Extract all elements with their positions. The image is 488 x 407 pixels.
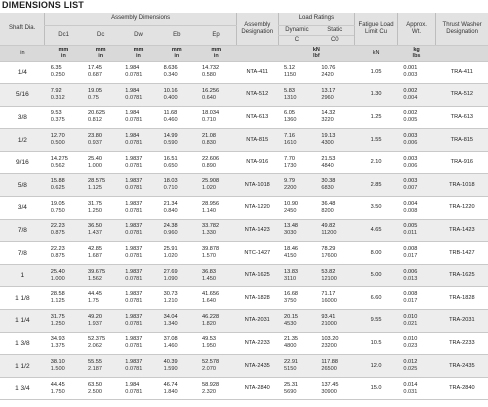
cell-dw: 1.9837 0.0781 [119,332,157,355]
header-dc: Dc [82,25,119,45]
unit-fatigue: kN [355,45,398,61]
cell-eb: 30.73 1.210 [158,287,196,310]
cell-washer: TRA-815 [436,129,488,152]
cell-c0: 49.82 11200 [315,219,354,242]
cell-ep: 46.228 1.820 [196,310,237,333]
cell-shaft: 7/8 [0,242,45,265]
cell-dc1: 34.93 1.375 [45,332,82,355]
header-fatigue-load-limit: Fatigue Load Limit Cu [355,13,398,45]
cell-washer: TRA-1423 [436,219,488,242]
cell-ep: 25.908 1.020 [196,174,237,197]
cell-shaft: 1 1/4 [0,310,45,333]
unit-dw: mm in [119,45,157,61]
cell-shaft: 3/8 [0,106,45,129]
table-row [0,151,488,174]
cell-c0: 78.29 17600 [315,242,354,265]
unit-wt: kg lbs [397,45,435,61]
cell-ep: 22.606 0.890 [196,151,237,174]
cell-washer: TRA-2435 [436,355,488,378]
cell-fatigue: 9.55 [355,310,398,333]
cell-c: 22.91 5150 [278,355,315,378]
cell-fatigue: 1.30 [355,84,398,107]
cell-c0: 10.76 2420 [315,61,354,84]
cell-shaft: 1/2 [0,129,45,152]
cell-shaft: 5/16 [0,84,45,107]
cell-ep: 33.782 1.330 [196,219,237,242]
cell-assembly: NTA-1828 [237,287,279,310]
cell-shaft: 1/4 [0,61,45,84]
cell-c0: 19.13 4300 [315,129,354,152]
cell-c: 5.12 1150 [278,61,315,84]
cell-shaft: 5/8 [0,174,45,197]
cell-c0: 21.53 4840 [315,151,354,174]
table-row [0,377,488,400]
page-title: DIMENSIONS LIST [2,0,85,10]
unit-shaft: in [0,45,45,61]
cell-washer: TRA-2031 [436,310,488,333]
cell-dc: 49.20 1.937 [82,310,119,333]
cell-washer: TRA-2233 [436,332,488,355]
cell-dc: 39.675 1.562 [82,264,119,287]
cell-dc1: 19.05 0.750 [45,197,82,220]
cell-assembly: NTA-1220 [237,197,279,220]
cell-c: 7.16 1610 [278,129,315,152]
cell-washer: TRA-2840 [436,377,488,400]
cell-ep: 16.256 0.640 [196,84,237,107]
cell-washer: TRA-1625 [436,264,488,287]
cell-wt: 0.002 0.005 [397,106,435,129]
cell-dc: 52.375 2.062 [82,332,119,355]
unit-load: kN lbf [278,45,355,61]
cell-c: 21.35 4800 [278,332,315,355]
cell-assembly: NTA-2031 [237,310,279,333]
cell-dc1: 25.40 1.000 [45,264,82,287]
table-row [0,242,488,265]
cell-dc1: 31.75 1.250 [45,310,82,333]
cell-c0: 36.48 8200 [315,197,354,220]
cell-eb: 21.34 0.840 [158,197,196,220]
table-row [0,84,488,107]
header-c0: C0 [315,35,354,45]
cell-dc: 63.50 2.500 [82,377,119,400]
cell-eb: 37.08 1.460 [158,332,196,355]
cell-wt: 0.006 0.013 [397,264,435,287]
cell-dc1: 15.88 0.625 [45,174,82,197]
cell-dw: 1.9837 0.0781 [119,151,157,174]
header-dc1: Dc1 [45,25,82,45]
cell-wt: 0.002 0.004 [397,84,435,107]
cell-assembly: NTA-1625 [237,264,279,287]
cell-dc1: 22.23 0.875 [45,242,82,265]
cell-wt: 0.010 0.023 [397,332,435,355]
cell-dc1: 28.58 1.125 [45,287,82,310]
cell-fatigue: 2.10 [355,151,398,174]
cell-ep: 36.83 1.450 [196,264,237,287]
header-thrust-washer-designation: Thrust Washer Designation [436,13,488,45]
header-shaft-dia: Shaft Dia. [0,13,45,45]
cell-fatigue: 10.5 [355,332,398,355]
cell-fatigue: 15.0 [355,377,398,400]
cell-wt: 0.003 0.006 [397,129,435,152]
cell-dw: 1.9837 0.0781 [119,174,157,197]
cell-dc: 31.75 1.250 [82,197,119,220]
cell-assembly: NTA-1018 [237,174,279,197]
cell-wt: 0.003 0.006 [397,151,435,174]
unit-ep: mm in [196,45,237,61]
table-row [0,61,488,84]
cell-c0: 14.32 3220 [315,106,354,129]
cell-dc1: 44.45 1.750 [45,377,82,400]
dimensions-table [0,13,488,400]
cell-c0: 53.82 12100 [315,264,354,287]
cell-dc1: 6.35 0.250 [45,61,82,84]
unit-washer [436,45,488,61]
unit-dc: mm in [82,45,119,61]
cell-ep: 28.956 1.140 [196,197,237,220]
header-dw: Dw [119,25,157,45]
cell-fatigue: 1.55 [355,129,398,152]
cell-assembly: NTA-815 [237,129,279,152]
cell-ep: 14.732 0.580 [196,61,237,84]
cell-dc1: 7.92 0.312 [45,84,82,107]
cell-assembly: NTA-1423 [237,219,279,242]
cell-dc: 19.05 0.75 [82,84,119,107]
cell-c0: 93.41 21000 [315,310,354,333]
cell-fatigue: 8.00 [355,242,398,265]
cell-dc: 23.80 0.937 [82,129,119,152]
cell-eb: 8.636 0.340 [158,61,196,84]
cell-eb: 14.99 0.590 [158,129,196,152]
cell-fatigue: 5.00 [355,264,398,287]
table-row [0,287,488,310]
table-row [0,219,488,242]
table-row [0,106,488,129]
table-row [0,197,488,220]
cell-washer: TRA-1828 [436,287,488,310]
cell-c0: 117.88 26500 [315,355,354,378]
cell-washer: TRA-1018 [436,174,488,197]
cell-shaft: 1 3/8 [0,332,45,355]
cell-wt: 0.008 0.017 [397,242,435,265]
header-ep: Ep [196,25,237,45]
cell-shaft: 7/8 [0,219,45,242]
cell-wt: 0.004 0.008 [397,197,435,220]
cell-washer: TRB-1427 [436,242,488,265]
cell-ep: 58.928 2.320 [196,377,237,400]
cell-c: 5.83 1310 [278,84,315,107]
cell-dc: 20.625 0.812 [82,106,119,129]
cell-c: 18.46 4150 [278,242,315,265]
cell-dc1: 9.53 0.375 [45,106,82,129]
cell-fatigue: 6.60 [355,287,398,310]
cell-eb: 24.38 0.960 [158,219,196,242]
cell-dc: 36.50 1.437 [82,219,119,242]
cell-shaft: 1 3/4 [0,377,45,400]
cell-ep: 41.656 1.640 [196,287,237,310]
cell-eb: 10.16 0.400 [158,84,196,107]
table-row [0,355,488,378]
cell-c: 13.83 3110 [278,264,315,287]
header-assembly-dimensions: Assembly Dimensions [45,13,237,25]
cell-eb: 16.51 0.650 [158,151,196,174]
unit-dc1: mm in [45,45,82,61]
cell-c: 6.05 1360 [278,106,315,129]
cell-assembly: NTA-2233 [237,332,279,355]
cell-fatigue: 12.0 [355,355,398,378]
cell-eb: 25.91 1.020 [158,242,196,265]
cell-dw: 1.984 0.0781 [119,377,157,400]
cell-dw: 1.984 0.0781 [119,106,157,129]
cell-wt: 0.003 0.007 [397,174,435,197]
cell-eb: 18.03 0.710 [158,174,196,197]
cell-shaft: 3/4 [0,197,45,220]
cell-wt: 0.005 0.011 [397,219,435,242]
cell-eb: 27.69 1.090 [158,264,196,287]
cell-c0: 71.17 16000 [315,287,354,310]
cell-fatigue: 2.85 [355,174,398,197]
cell-c0: 13.17 2960 [315,84,354,107]
cell-washer: TRA-1220 [436,197,488,220]
header-load-ratings: Load Ratings [278,13,355,25]
cell-fatigue: 4.65 [355,219,398,242]
cell-eb: 34.04 1.340 [158,310,196,333]
cell-c: 10.90 2450 [278,197,315,220]
table-row [0,129,488,152]
table-row [0,332,488,355]
cell-c: 9.79 2200 [278,174,315,197]
cell-c: 16.68 3750 [278,287,315,310]
cell-dc1: 14.275 0.562 [45,151,82,174]
cell-c0: 137.45 30900 [315,377,354,400]
cell-washer: TRA-916 [436,151,488,174]
cell-wt: 0.008 0.017 [397,287,435,310]
cell-ep: 39.878 1.570 [196,242,237,265]
cell-eb: 40.39 1.590 [158,355,196,378]
header-static: Static [315,25,354,35]
table-row [0,174,488,197]
cell-assembly: NTA-613 [237,106,279,129]
cell-shaft: 1 1/2 [0,355,45,378]
cell-wt: 0.001 0.003 [397,61,435,84]
cell-ep: 52.578 2.070 [196,355,237,378]
cell-assembly: NTA-2840 [237,377,279,400]
header-c: C [278,35,315,45]
cell-assembly: NTA-916 [237,151,279,174]
header-assembly-designation: Assembly Designation [237,13,279,45]
cell-dw: 1.9837 0.0781 [119,197,157,220]
cell-c: 7.70 1730 [278,151,315,174]
cell-c0: 103.20 23200 [315,332,354,355]
cell-c: 13.48 3030 [278,219,315,242]
cell-fatigue: 1.25 [355,106,398,129]
cell-c: 20.15 4530 [278,310,315,333]
table-body [0,61,488,400]
cell-dc1: 12.70 0.500 [45,129,82,152]
cell-dw: 1.984 0.0781 [119,129,157,152]
cell-dc: 25.40 1.000 [82,151,119,174]
cell-dc: 55.55 2.187 [82,355,119,378]
cell-eb: 11.68 0.460 [158,106,196,129]
cell-ep: 49.53 1.950 [196,332,237,355]
cell-shaft: 1 1/8 [0,287,45,310]
cell-ep: 21.08 0.830 [196,129,237,152]
cell-dc: 17.45 0.687 [82,61,119,84]
cell-c: 25.31 5690 [278,377,315,400]
cell-dw: 1.9837 0.0781 [119,310,157,333]
cell-dw: 1.984 0.0781 [119,61,157,84]
unit-eb: mm in [158,45,196,61]
cell-dw: 1.984 0.0781 [119,84,157,107]
header-eb: Eb [158,25,196,45]
cell-fatigue: 3.50 [355,197,398,220]
cell-assembly: NTA-2435 [237,355,279,378]
cell-dw: 1.9837 0.0781 [119,242,157,265]
cell-assembly: NTC-1427 [237,242,279,265]
cell-dc1: 22.23 0.875 [45,219,82,242]
cell-wt: 0.012 0.025 [397,355,435,378]
cell-dw: 1.9837 0.0781 [119,355,157,378]
cell-washer: TRA-613 [436,106,488,129]
cell-ep: 18.034 0.710 [196,106,237,129]
cell-wt: 0.010 0.021 [397,310,435,333]
cell-c0: 30.38 6830 [315,174,354,197]
cell-eb: 46.74 1.840 [158,377,196,400]
table-row [0,264,488,287]
unit-assembly [237,45,279,61]
cell-dw: 1.9837 0.0781 [119,264,157,287]
header-dynamic: Dynamic [278,25,315,35]
cell-washer: TRA-411 [436,61,488,84]
cell-dc: 44.45 1.75 [82,287,119,310]
header-approx-wt: Approx. Wt. [397,13,435,45]
cell-assembly: NTA-512 [237,84,279,107]
cell-fatigue: 1.05 [355,61,398,84]
cell-shaft: 1 [0,264,45,287]
cell-washer: TRA-512 [436,84,488,107]
cell-dc1: 38.10 1.500 [45,355,82,378]
table-row [0,310,488,333]
cell-wt: 0.014 0.031 [397,377,435,400]
cell-shaft: 9/16 [0,151,45,174]
cell-dc: 42.85 1.687 [82,242,119,265]
cell-dw: 1.9837 0.0781 [119,219,157,242]
cell-dw: 1.9837 0.0781 [119,287,157,310]
cell-assembly: NTA-411 [237,61,279,84]
cell-dc: 28.575 1.125 [82,174,119,197]
